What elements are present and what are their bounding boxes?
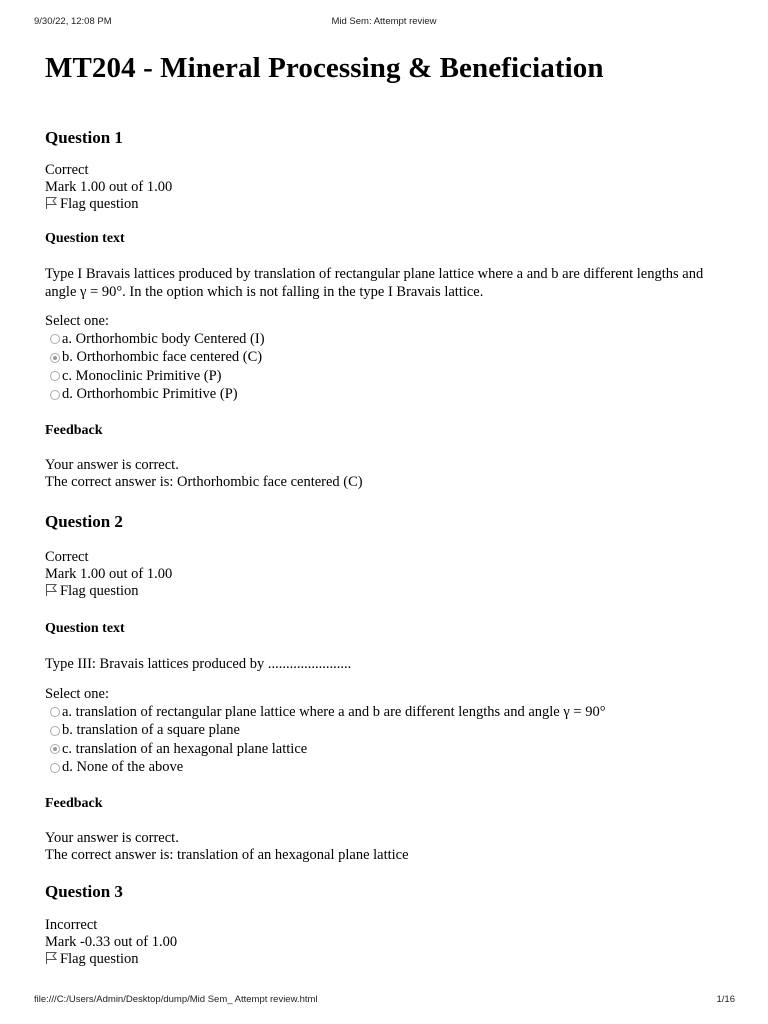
answer-option-label: a. Orthorhombic body Centered (I) xyxy=(62,330,265,347)
question-state: Correct xyxy=(45,549,89,565)
feedback-correct-answer: The correct answer is: translation of an hexagonal plane lattice xyxy=(45,847,409,863)
question-mark: Mark -0.33 out of 1.00 xyxy=(45,934,178,950)
question-text-heading: Question text xyxy=(45,621,125,636)
radio-button[interactable] xyxy=(50,390,60,400)
question-state: Incorrect xyxy=(45,917,98,933)
flag-question-link[interactable] xyxy=(45,583,735,600)
radio-button-selected[interactable] xyxy=(50,744,60,754)
answer-option-d[interactable] xyxy=(45,759,735,778)
flag-question-link[interactable] xyxy=(45,951,735,968)
answer-option-a[interactable] xyxy=(45,330,735,349)
answer-option-c[interactable] xyxy=(45,740,735,759)
question-heading: Question 1 xyxy=(45,128,123,147)
flag-question-label: Flag question xyxy=(60,951,139,967)
feedback-heading: Feedback xyxy=(45,796,103,811)
answer-option-label: b. translation of a square plane xyxy=(62,722,240,739)
flag-question-label: Flag question xyxy=(60,196,139,212)
select-one-label: Select one: xyxy=(45,686,110,702)
answer-option-label: a. translation of rectangular plane lattice where a and b are different lengths and angle γ = 90° xyxy=(62,703,606,720)
radio-button[interactable] xyxy=(50,763,60,773)
question-3 xyxy=(45,882,735,968)
flag-question-label: Flag question xyxy=(60,583,139,599)
question-state: Correct xyxy=(45,162,89,178)
print-header xyxy=(0,16,768,32)
select-one-label: Select one: xyxy=(45,313,110,329)
question-mark: Mark 1.00 out of 1.00 xyxy=(45,179,173,195)
question-text: Type III: Bravais lattices produced by ....................... xyxy=(45,656,352,672)
question-mark: Mark 1.00 out of 1.00 xyxy=(45,566,173,582)
flag-icon xyxy=(45,583,58,597)
answer-option-a[interactable] xyxy=(45,703,735,722)
print-file-path: file:///C:/Users/Admin/Desktop/dump/Mid Sem_ Attempt review.html xyxy=(34,994,318,1005)
answer-option-label: d. Orthorhombic Primitive (P) xyxy=(62,386,238,403)
print-page-number: 1/16 xyxy=(716,994,735,1005)
question-heading: Question 3 xyxy=(45,882,123,901)
feedback-heading: Feedback xyxy=(45,423,103,438)
question-text-heading: Question text xyxy=(45,231,125,246)
radio-button[interactable] xyxy=(50,334,60,344)
radio-button[interactable] xyxy=(50,726,60,736)
answer-option-d[interactable] xyxy=(45,386,735,405)
question-1 xyxy=(45,128,735,491)
feedback-result: Your answer is correct. xyxy=(45,457,179,473)
question-heading: Question 2 xyxy=(45,512,123,531)
course-title: MT204 - Mineral Processing & Beneficiation xyxy=(45,52,604,84)
answer-option-c[interactable] xyxy=(45,367,735,386)
flag-icon xyxy=(45,951,58,965)
radio-button[interactable] xyxy=(50,707,60,717)
answer-option-b[interactable] xyxy=(45,722,735,741)
question-2 xyxy=(45,512,735,864)
radio-button-selected[interactable] xyxy=(50,353,60,363)
answer-option-label: c. translation of an hexagonal plane lattice xyxy=(62,740,308,757)
print-doc-title: Mid Sem: Attempt review xyxy=(331,16,437,27)
feedback-result: Your answer is correct. xyxy=(45,830,179,846)
answer-option-label: d. None of the above xyxy=(62,759,184,776)
print-footer xyxy=(0,994,768,1010)
answer-option-label: b. Orthorhombic face centered (C) xyxy=(62,349,263,366)
radio-button[interactable] xyxy=(50,371,60,381)
feedback-correct-answer: The correct answer is: Orthorhombic face centered (C) xyxy=(45,474,363,490)
question-text: Type I Bravais lattices produced by translation of rectangular plane lattice where a and b are different lengths and angle γ = 90°. In the option which is not falling in the type I Bravais lattice. xyxy=(45,266,704,300)
flag-icon xyxy=(45,196,58,210)
print-datetime: 9/30/22, 12:08 PM xyxy=(34,16,112,27)
answer-option-b[interactable] xyxy=(45,349,735,368)
answer-option-label: c. Monoclinic Primitive (P) xyxy=(62,367,222,384)
flag-question-link[interactable] xyxy=(45,196,735,213)
